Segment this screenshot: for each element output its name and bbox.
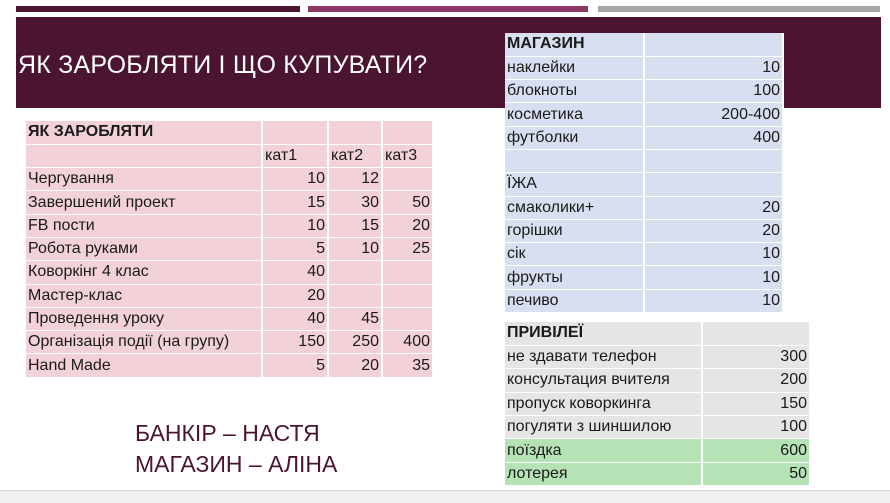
cell: 40 bbox=[262, 307, 328, 330]
item-label: футболки bbox=[505, 126, 644, 149]
row-label: FB пости bbox=[26, 214, 262, 237]
item-label: пропуск коворкинга bbox=[505, 392, 702, 415]
item-label: смаколики+ bbox=[505, 196, 644, 219]
table-row bbox=[26, 331, 433, 354]
item-label: фрукты bbox=[505, 266, 644, 289]
item-price: 100 bbox=[702, 416, 810, 439]
cell: 25 bbox=[382, 237, 433, 260]
empty-row bbox=[505, 149, 783, 172]
item-price: 10 bbox=[644, 243, 783, 266]
column-header: кат1 bbox=[262, 144, 328, 167]
cell: 5 bbox=[262, 354, 328, 377]
item-price: 300 bbox=[702, 345, 810, 368]
item-price: 10 bbox=[644, 289, 783, 312]
earn-columns-row bbox=[26, 144, 433, 167]
item-label: не здавати телефон bbox=[505, 345, 702, 368]
cell: 45 bbox=[328, 307, 382, 330]
table-row bbox=[26, 307, 433, 330]
item-price: 10 bbox=[644, 266, 783, 289]
slide-title: ЯК ЗАРОБЛЯТИ І ЩО КУПУВАТИ? bbox=[18, 51, 428, 79]
table-row bbox=[505, 243, 783, 266]
table-row bbox=[26, 168, 433, 191]
cell bbox=[382, 168, 433, 191]
table-row bbox=[505, 56, 783, 79]
row-label: Робота руками bbox=[26, 237, 262, 260]
table-row bbox=[505, 392, 810, 415]
cell: 12 bbox=[328, 168, 382, 191]
privileges-header-row bbox=[505, 322, 810, 345]
shop-header-row bbox=[505, 33, 783, 56]
table-row bbox=[505, 219, 783, 242]
row-label: Мастер-клас bbox=[26, 284, 262, 307]
earn-header: ЯК ЗАРОБЛЯТИ bbox=[26, 121, 262, 144]
column-header: кат3 bbox=[382, 144, 433, 167]
table-row bbox=[505, 369, 810, 392]
cell: 50 bbox=[382, 191, 433, 214]
cell bbox=[382, 284, 433, 307]
table-row bbox=[26, 214, 433, 237]
privileges-header: ПРИВІЛЕЇ bbox=[505, 322, 702, 345]
cell: 15 bbox=[262, 191, 328, 214]
cell: 10 bbox=[262, 214, 328, 237]
top-accent-bar-2 bbox=[308, 6, 588, 12]
cell: 30 bbox=[328, 191, 382, 214]
item-label: погуляти з шиншилою bbox=[505, 416, 702, 439]
table-row bbox=[505, 416, 810, 439]
cell bbox=[382, 261, 433, 284]
table-row bbox=[505, 439, 810, 462]
cell: 150 bbox=[262, 331, 328, 354]
banker-role: БАНКІР – НАСТЯ bbox=[135, 420, 320, 446]
table-row bbox=[26, 284, 433, 307]
cell bbox=[328, 284, 382, 307]
table-row bbox=[505, 345, 810, 368]
item-label: лотерея bbox=[505, 462, 702, 485]
table-row bbox=[26, 191, 433, 214]
table-row bbox=[505, 126, 783, 149]
item-price: 20 bbox=[644, 219, 783, 242]
cell: 35 bbox=[382, 354, 433, 377]
row-label: Коворкінг 4 клас bbox=[26, 261, 262, 284]
item-price: 150 bbox=[702, 392, 810, 415]
top-accent-bar-1 bbox=[16, 6, 300, 12]
shop-table bbox=[505, 33, 784, 313]
item-price: 200-400 bbox=[644, 103, 783, 126]
item-label: поїздка bbox=[505, 439, 702, 462]
cell: 20 bbox=[262, 284, 328, 307]
item-price: 20 bbox=[644, 196, 783, 219]
shop-role: МАГАЗИН – АЛІНА bbox=[135, 451, 338, 477]
cell: 20 bbox=[328, 354, 382, 377]
table-row bbox=[505, 103, 783, 126]
item-label: сік bbox=[505, 243, 644, 266]
food-header: ЇЖА bbox=[505, 173, 644, 196]
item-price: 600 bbox=[702, 439, 810, 462]
row-label: Чергування bbox=[26, 168, 262, 191]
item-label: косметика bbox=[505, 103, 644, 126]
cell: 20 bbox=[382, 214, 433, 237]
table-row bbox=[505, 196, 783, 219]
cell: 5 bbox=[262, 237, 328, 260]
item-label: наклейки bbox=[505, 56, 644, 79]
row-label: Проведення уроку bbox=[26, 307, 262, 330]
item-label: горішки bbox=[505, 219, 644, 242]
item-label: блокноты bbox=[505, 80, 644, 103]
cell: 10 bbox=[328, 237, 382, 260]
table-row bbox=[26, 354, 433, 377]
item-price: 50 bbox=[702, 462, 810, 485]
item-price: 400 bbox=[644, 126, 783, 149]
top-accent-bar-3 bbox=[598, 6, 880, 12]
item-label: печиво bbox=[505, 289, 644, 312]
cell: 15 bbox=[328, 214, 382, 237]
cell: 400 bbox=[382, 331, 433, 354]
table-row bbox=[26, 261, 433, 284]
item-price: 200 bbox=[702, 369, 810, 392]
cell: 250 bbox=[328, 331, 382, 354]
row-label: Організація події (на групу) bbox=[26, 331, 262, 354]
column-header: кат2 bbox=[328, 144, 382, 167]
bottom-strip bbox=[0, 490, 890, 503]
cell bbox=[382, 307, 433, 330]
privileges-table bbox=[505, 322, 811, 486]
table-row bbox=[26, 237, 433, 260]
earn-header-row bbox=[26, 121, 433, 144]
cell bbox=[328, 261, 382, 284]
roles-block bbox=[135, 418, 337, 480]
item-price: 10 bbox=[644, 56, 783, 79]
cell: 40 bbox=[262, 261, 328, 284]
food-header-row bbox=[505, 173, 783, 196]
earn-table bbox=[26, 121, 434, 378]
table-row bbox=[505, 462, 810, 485]
row-label: Hand Made bbox=[26, 354, 262, 377]
row-label: Завершений проект bbox=[26, 191, 262, 214]
item-label: консультация вчителя bbox=[505, 369, 702, 392]
shop-header: МАГАЗИН bbox=[505, 33, 644, 56]
table-row bbox=[505, 289, 783, 312]
table-row bbox=[505, 266, 783, 289]
item-price: 100 bbox=[644, 80, 783, 103]
table-row bbox=[505, 80, 783, 103]
cell: 10 bbox=[262, 168, 328, 191]
